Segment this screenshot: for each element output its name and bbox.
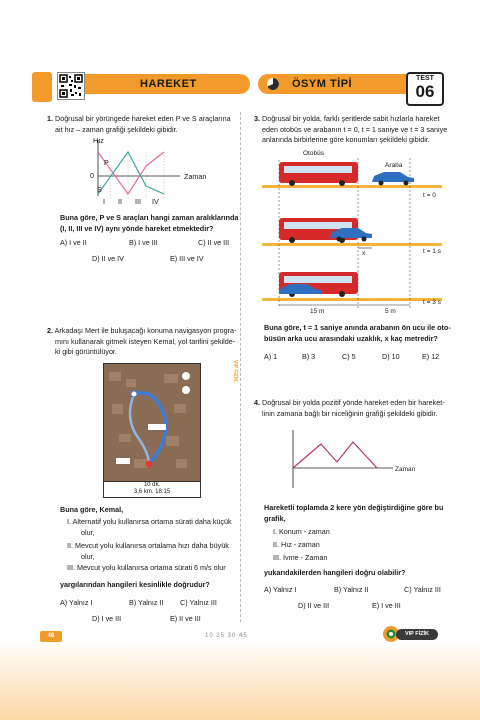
navigation-map [103, 363, 201, 483]
test-label: TEST [416, 75, 434, 82]
q2-option-a[interactable]: A) Yalnız I [60, 598, 93, 607]
q4-graph [285, 428, 400, 492]
q4-question-line1: Hareketli toplamda 2 kere yön değiştirdiğine göre bu [264, 503, 444, 512]
q4-statement-3-text: İvme - Zaman [283, 553, 328, 562]
q1-question-line1: Buna göre, P ve S araçları hangi zaman aralıklarında [60, 213, 239, 222]
time-1: t = 1 s [423, 248, 441, 255]
car-icon [372, 172, 414, 186]
q2-statement-1-num: I. [67, 517, 71, 526]
time-0: t = 0 [423, 192, 436, 199]
q4-statement-1-num: I. [273, 527, 277, 536]
q4-text-line1: Doğrusal bir yolda pozitif yönde hareket eden bir hareket- [262, 398, 445, 407]
q2-closing: yargılarından hangileri kesinlikle doğrudur? [60, 580, 210, 589]
q4-option-c[interactable]: C) Yalnız III [404, 585, 441, 594]
q2-statement-3 [67, 563, 239, 574]
map-caption [103, 481, 201, 498]
q3-diagram [262, 148, 447, 313]
q2-number: 2. [47, 326, 53, 335]
q2-text-line1: Arkadaşı Mert ile buluşacağı konuma navigasyon progra- [54, 326, 237, 335]
q3-text-line3: anlarında birbirlerine göre konumları şekildeki gibidir. [262, 135, 430, 144]
q4-question [264, 503, 454, 524]
q3-option-e[interactable]: E) 12 [422, 352, 440, 361]
q3-stem [254, 114, 449, 146]
q2-question: Buna göre, Kemal, [60, 505, 124, 514]
q1-series-s: S [97, 185, 102, 194]
map-caption-line2: 3,6 km. 18:15 [133, 489, 171, 495]
time-3: t = 3 s [423, 299, 441, 306]
q1-series-p: P [104, 158, 109, 167]
x-label: x [362, 250, 366, 257]
qr-code-icon [57, 72, 85, 100]
footer-band [0, 640, 480, 720]
q1-ylabel: Hız [93, 136, 104, 145]
test-number: 06 [415, 82, 435, 101]
q1-interval-2: II [118, 197, 122, 206]
column-divider [240, 112, 241, 622]
footer-brand: VIP FİZİK [396, 629, 438, 640]
q2-statement-3-num: III. [67, 563, 75, 572]
q4-closing: yukarıdakilerden hangileri doğru olabilir? [264, 568, 406, 577]
q2-stem [47, 326, 237, 358]
q1-stem [47, 114, 232, 135]
q2-text-line2: mını kullanarak gitmek isteyen Kemal, yol tarifini şekilde- [55, 336, 236, 346]
q2-statement-1 [67, 517, 239, 538]
test-badge [406, 72, 444, 106]
pie-icon [266, 77, 280, 91]
q1-option-c[interactable]: C) II ve III [198, 238, 230, 247]
q3-question-line1: Buna göre, t = 1 saniye anında arabanın ön ucu ile oto- [264, 323, 451, 332]
q1-option-b[interactable]: B) I ve III [129, 238, 158, 247]
q3-option-c[interactable]: C) 5 [342, 352, 356, 361]
q4-statement-1-text: Konum - zaman [279, 527, 330, 536]
q4-statement-3-num: III. [273, 553, 281, 562]
bus-label: Otobüs [303, 150, 324, 157]
q1-origin: 0 [90, 171, 94, 180]
map-caption-line1: 10 dk. [143, 482, 161, 488]
q2-option-d[interactable]: D) I ve III [92, 614, 122, 623]
q3-option-b[interactable]: B) 3 [302, 352, 316, 361]
q2-option-e[interactable]: E) II ve III [170, 614, 201, 623]
q4-option-d[interactable]: D) II ve III [298, 601, 330, 610]
q4-xlabel: Zaman [395, 466, 416, 473]
q4-text-line2: linin zamana bağlı bir niceliğinin grafiği şekildeki gibidir. [262, 408, 438, 418]
q1-number: 1. [47, 114, 53, 123]
q3-question [264, 323, 454, 344]
dist-15m: 15 m [310, 308, 325, 315]
q4-option-e[interactable]: E) I ve III [372, 601, 401, 610]
q2-statement-2 [67, 541, 239, 562]
q1-question [60, 213, 240, 234]
q1-interval-1: I [103, 197, 105, 206]
q3-text-line2: eden otobüs ve arabanın t = 0, t = 1 saniye ve t = 3 saniye [262, 124, 448, 134]
q3-number: 3. [254, 114, 260, 123]
section-title: ÖSYM TİPİ [292, 78, 353, 90]
q4-statement-2-text: Hız - zaman [281, 540, 320, 549]
q1-text-line1: Doğrusal bir yörüngede hareket eden P ve S araçlarına [55, 114, 231, 123]
q3-option-a[interactable]: A) 1 [264, 352, 278, 361]
q2-text-line3: ki gibi görüntülüyor. [55, 347, 117, 356]
q1-option-a[interactable]: A) I ve II [60, 238, 87, 247]
q3-option-d[interactable]: D) 10 [382, 352, 400, 361]
q1-text-line2: ait hız – zaman grafiği şekildeki gibidir. [55, 124, 178, 134]
q2-statement-1-line1: Alternatif yolu kullanırsa ortama sürati daha küçük [72, 517, 232, 526]
q1-xlabel: Zaman [184, 172, 207, 181]
footer-marks: 10 25 30 45 [205, 633, 248, 639]
q4-number: 4. [254, 398, 260, 407]
q4-statement-3 [273, 553, 327, 564]
bus-icon [279, 162, 358, 186]
side-tab [32, 72, 52, 102]
q3-question-line2: büsün arka ucu arasındaki uzaklık, x kaç metredir? [264, 333, 438, 343]
q1-option-d[interactable]: D) II ve IV [92, 254, 124, 263]
q2-option-b[interactable]: B) Yalnız II [129, 598, 164, 607]
q2-statement-1-line2: olur, [81, 527, 95, 537]
page-number: 46 [40, 631, 62, 642]
q4-statement-1 [273, 527, 330, 538]
q2-statement-2-line2: olur, [81, 551, 95, 561]
q2-statement-3-line1: Mevcut yolu kullanırsa ortama sürati 6 m/s olur [77, 563, 226, 572]
q2-option-c[interactable]: C) Yalnız III [180, 598, 217, 607]
q2-statement-2-line1: Mevcut yolu kullanırsa ortalama hızı daha büyük [75, 541, 229, 550]
q4-stem [254, 398, 449, 419]
topic-title: HAREKET [140, 78, 197, 90]
car-label: Araba [385, 162, 403, 169]
q4-statement-2-num: II. [273, 540, 279, 549]
q4-option-b[interactable]: B) Yalnız II [334, 585, 369, 594]
q4-question-line2: grafik, [264, 513, 286, 523]
q1-option-e[interactable]: E) III ve IV [170, 254, 204, 263]
q4-statement-2 [273, 540, 320, 551]
q1-question-line2: (I, II, III ve IV) aynı yönde hareket etmektedir? [60, 223, 214, 233]
q3-text-line1: Doğrusal bir yolda, farklı şeritlerde sabit hızlarla hareket [262, 114, 440, 123]
q1-interval-4: IV [152, 197, 159, 206]
q4-option-a[interactable]: A) Yalnız I [264, 585, 297, 594]
q2-statement-2-num: II. [67, 541, 73, 550]
side-brand: VIP FİZİK [232, 360, 238, 382]
q1-interval-3: III [135, 197, 141, 206]
dist-5m: 5 m [385, 308, 396, 315]
